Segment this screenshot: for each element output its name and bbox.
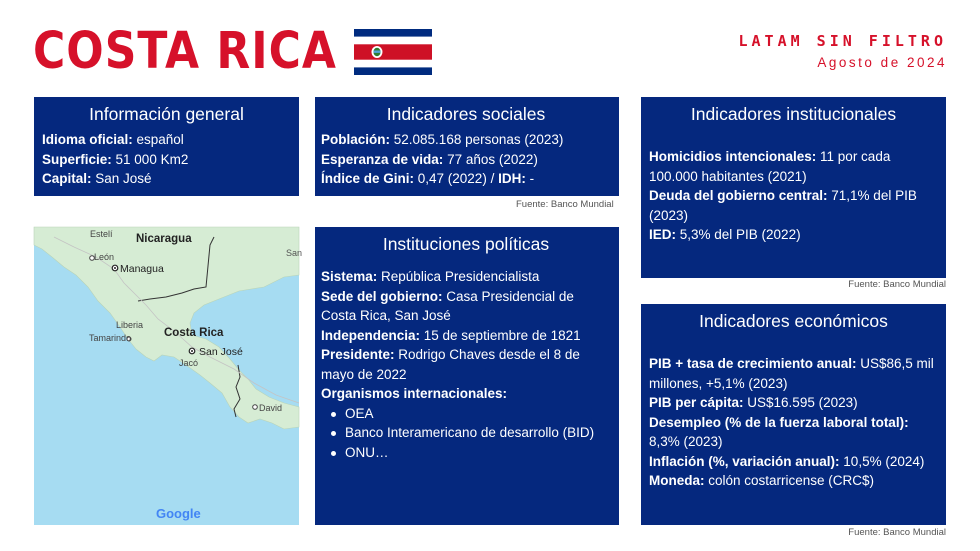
political-row: Presidente: Rodrigo Chaves desde el 8 de mayo de 2022 bbox=[321, 347, 580, 382]
general-row: Capital: San José bbox=[42, 171, 152, 186]
institutional-row: IED: 5,3% del PIB (2022) bbox=[649, 227, 801, 242]
economic-indicators-heading: Indicadores económicos bbox=[699, 311, 888, 331]
map-label-costa-rica: Costa Rica bbox=[164, 327, 224, 339]
economic-row: Inflación (%, variación anual): 10,5% (2024) bbox=[649, 453, 925, 469]
list-item: Banco Interamericano de desarrollo (BID) bbox=[331, 423, 611, 443]
map-label-leon: León bbox=[94, 252, 115, 262]
social-indicators-heading: Indicadores sociales bbox=[386, 104, 546, 124]
economic-source: Fuente: Banco Mundial bbox=[848, 527, 946, 538]
political-row: Independencia: 15 de septiembre de 1821 bbox=[321, 327, 581, 343]
map-label-san-jose: San José bbox=[199, 346, 243, 358]
costa-rica-flag bbox=[354, 29, 432, 75]
orgs-list bbox=[331, 404, 611, 463]
general-info-heading: Información general bbox=[89, 104, 244, 124]
david-marker bbox=[253, 405, 258, 410]
institutional-row: Deuda del gobierno central: 71,1% del PIB (2023) bbox=[649, 188, 917, 223]
political-institutions-box bbox=[315, 227, 619, 525]
page-title: COSTA RICA bbox=[33, 22, 337, 81]
map-label-esteli: Estelí bbox=[90, 229, 113, 239]
social-source: Fuente: Banco Mundial bbox=[516, 199, 614, 210]
map-label-managua: Managua bbox=[120, 263, 164, 275]
social-indicators-box bbox=[315, 97, 619, 196]
map-canvas bbox=[34, 227, 299, 525]
social-row: Esperanza de vida: 77 años (2022) bbox=[321, 151, 538, 167]
map-label-jaco: Jacó bbox=[179, 358, 199, 368]
map-label-david: David bbox=[259, 403, 283, 413]
map-label-tamarindo: Tamarindo bbox=[89, 333, 132, 343]
brand-name: LATAM SIN FILTRO bbox=[738, 32, 947, 50]
institutional-source: Fuente: Banco Mundial bbox=[848, 279, 946, 290]
political-row: Sistema: República Presidencialista bbox=[321, 269, 540, 284]
orgs-label: Organismos internacionales: bbox=[321, 386, 508, 401]
economic-indicators-box bbox=[641, 304, 946, 525]
economic-row: Moneda: colón costarricense (CRC$) bbox=[649, 473, 875, 488]
economic-row: PIB per cápita: US$16.595 (2023) bbox=[649, 395, 858, 410]
institutional-row: Homicidios intencionales: 11 por cada 100.000 habitantes (2021) bbox=[649, 149, 891, 184]
social-row: Población: 52.085.168 personas (2023) bbox=[321, 132, 564, 147]
report-date: Agosto de 2024 bbox=[817, 55, 947, 70]
list-item: ONU… bbox=[331, 443, 611, 463]
institutional-indicators-box bbox=[641, 97, 946, 278]
general-row: Idioma oficial: español bbox=[42, 132, 184, 147]
economic-row: Desempleo (% de la fuerza laboral total): 8,3% (2023) bbox=[649, 414, 909, 449]
map-label-nicaragua: Nicaragua bbox=[136, 233, 192, 245]
map[interactable] bbox=[34, 227, 303, 525]
general-info-box bbox=[34, 97, 299, 196]
list-item: OEA bbox=[331, 404, 611, 424]
map-label-san: San bbox=[286, 248, 303, 258]
map-label-liberia: Liberia bbox=[116, 320, 144, 330]
general-row: Superficie: 51 000 Km2 bbox=[42, 151, 189, 167]
political-institutions-heading: Instituciones políticas bbox=[382, 234, 550, 254]
political-row: Sede del gobierno: Casa Presidencial de Costa Rica, San José bbox=[321, 288, 574, 323]
economic-row: PIB + tasa de crecimiento anual: US$86,5 mil millones, +5,1% (2023) bbox=[649, 356, 934, 391]
institutional-indicators-heading: Indicadores institucionales bbox=[690, 104, 897, 124]
google-logo: Google bbox=[156, 506, 201, 521]
social-row: Índice de Gini: 0,47 (2022) / IDH: - bbox=[321, 171, 535, 186]
